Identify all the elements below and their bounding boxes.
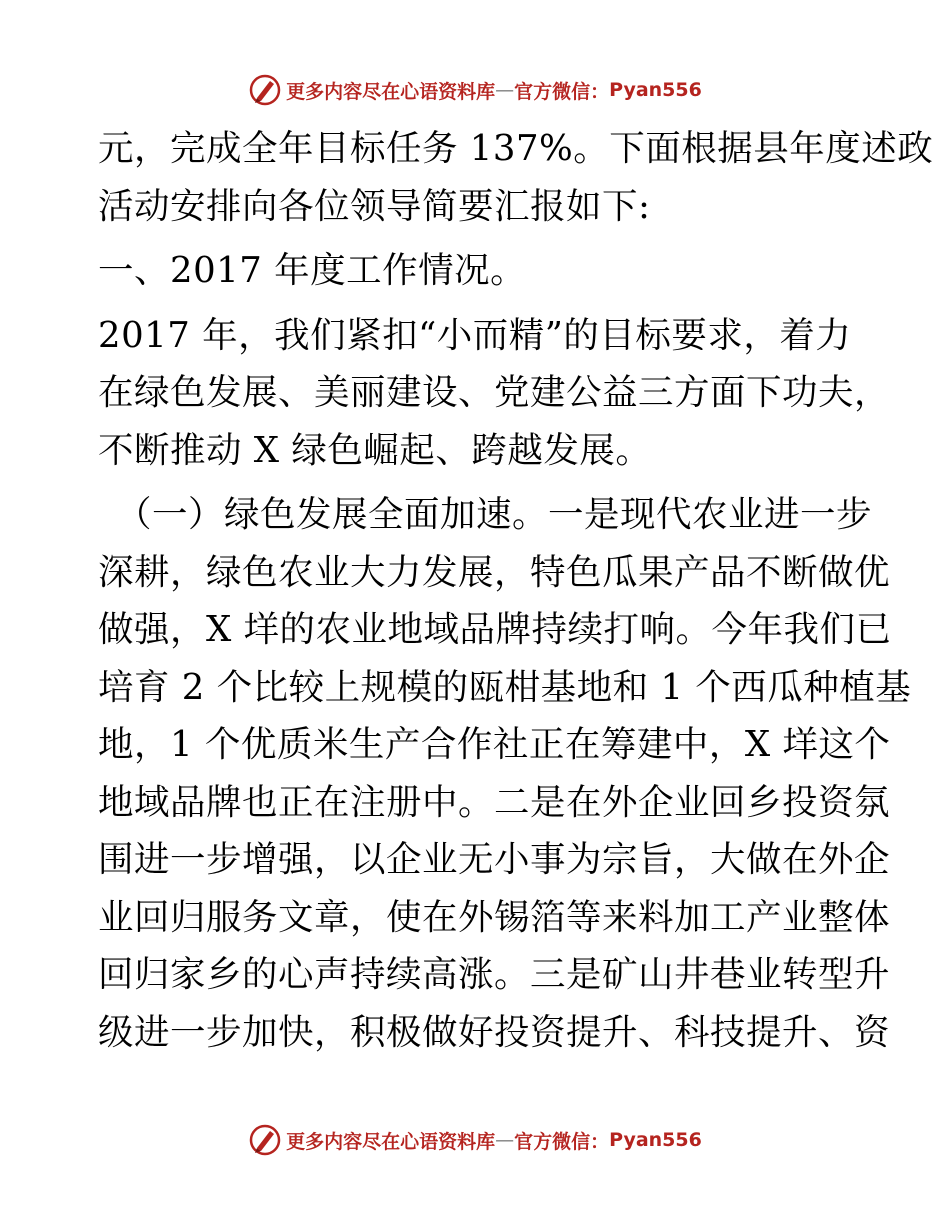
text-line: 在绿色发展、美丽建设、党建公益三方面下功夫， xyxy=(98,372,891,413)
document-body xyxy=(98,120,934,1061)
pen-logo-icon xyxy=(248,73,282,107)
text-line: 围进一步增强，以企业无小事为宗旨，大做在外企 xyxy=(98,839,891,880)
banner-red-text: 更多内容尽在心语资料库 xyxy=(286,80,496,103)
footer-watermark-banner xyxy=(0,1120,950,1160)
banner-dash: — xyxy=(495,79,515,101)
text-line: 回归家乡的心声持续高涨。三是矿山井巷业转型升 xyxy=(98,954,891,995)
text-line: 2017 年，我们紧扣“小而精”的目标要求，着力 xyxy=(98,314,852,356)
subsection-line: （一）绿色发展全面加速。一是现代农业进一步 xyxy=(116,494,873,535)
text-line: 业回归服务文章，使在外锡箔等来料加工产业整体 xyxy=(98,896,891,938)
section-heading: 一、2017 年度工作情况。 xyxy=(98,250,527,291)
text-line: 不断推动 X 绿色崛起、跨越发展。 xyxy=(98,429,652,471)
text-line: 培育 2 个比较上规模的瓯柑基地和 1 个西瓜种植基 xyxy=(98,666,912,708)
text-line: 地域品牌也正在注册中。二是在外企业回乡投资氛 xyxy=(98,781,891,823)
banner-account: Pyan556 xyxy=(609,79,702,101)
text-line: 做强，X 垟的农业地域品牌持续打响。今年我们已 xyxy=(98,609,892,650)
banner-wechat-label: 官方微信： xyxy=(514,80,610,103)
banner-account: Pyan556 xyxy=(609,1129,702,1151)
banner-dash: — xyxy=(495,1129,515,1151)
banner-red-text: 更多内容尽在心语资料库 xyxy=(286,1130,496,1153)
text-line: 深耕，绿色农业大力发展，特色瓜果产品不断做优 xyxy=(98,551,891,593)
text-line: 级进一步加快，积极做好投资提升、科技提升、资 xyxy=(98,1011,891,1053)
pen-logo-icon xyxy=(248,1123,282,1157)
text-line: 元，完成全年目标任务 137%。下面根据县年度述政 xyxy=(98,128,934,169)
text-line: 活动安排向各位领导简要汇报如下: xyxy=(98,185,651,227)
header-watermark-banner xyxy=(0,70,950,110)
text-line: 地，1 个优质米生产合作社正在筹建中，X 垟这个 xyxy=(98,724,891,765)
banner-wechat-label: 官方微信： xyxy=(514,1130,610,1153)
